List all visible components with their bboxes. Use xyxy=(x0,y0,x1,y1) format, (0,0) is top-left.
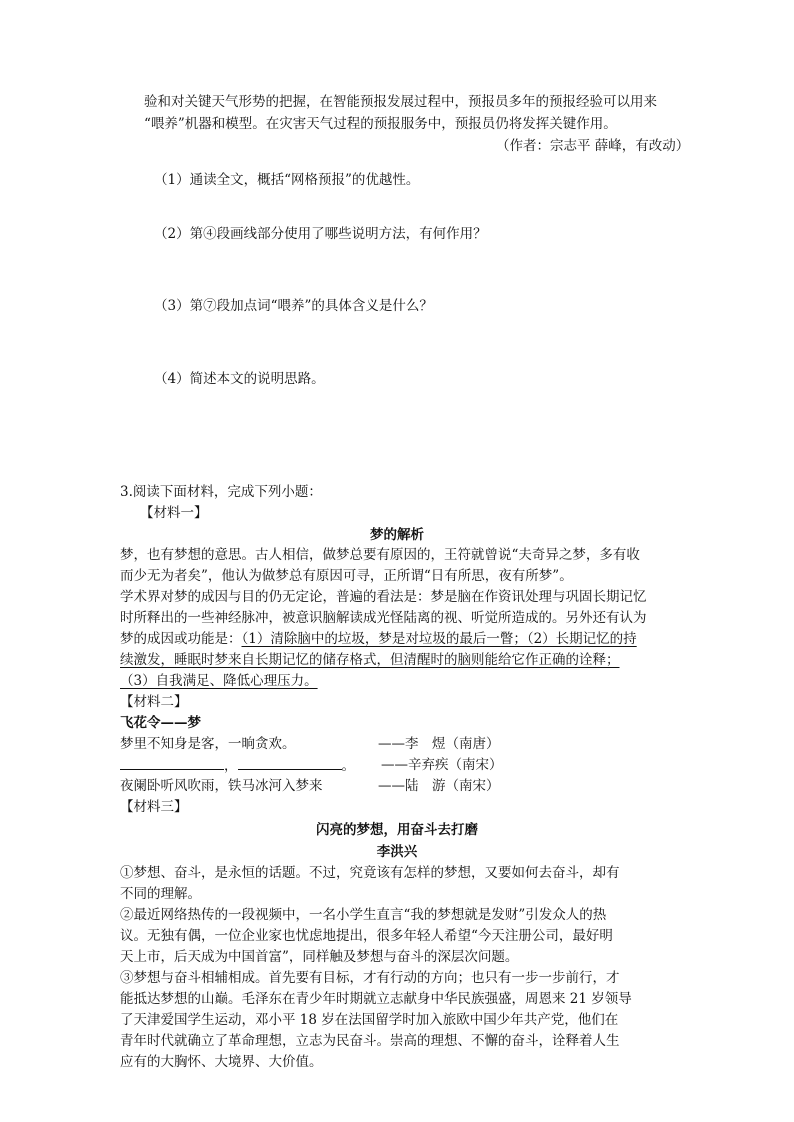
m1-p2-line-3 xyxy=(120,629,637,650)
question-2: （2）第④段画线部分使用了哪些说明方法，有何作用？ xyxy=(154,226,487,242)
m1-p2-line-3-plain: 梦的成因或功能是： xyxy=(120,631,242,647)
poem-sep: ， xyxy=(224,758,238,774)
m1-p2-line-3-underlined: （1）清除脑中的垃圾，梦是对垃圾的最后一瞥；（2）长期记忆的持 xyxy=(241,631,637,647)
m1-p2-line-1: 学术界对梦的成因与目的仍无定论，普遍的看法是：梦是脑在作资讯处理与巩固长期记忆 xyxy=(120,589,647,605)
m1-p2-line-5: （3）自我满足、降低心理压力。 xyxy=(120,673,318,689)
m3-p1-line-1: ①梦想、奋斗，是永恒的话题。不过，究竟该有怎样的梦想，又要如何去奋斗，却有 xyxy=(120,865,620,881)
material-1-label: 【材料一】 xyxy=(140,505,208,521)
material-1-title: 梦的解析 xyxy=(370,527,424,543)
poem-line-2-blanks xyxy=(120,755,355,777)
poem-end: 。 xyxy=(341,758,355,774)
material-2-label: 【材料二】 xyxy=(120,694,188,710)
question-3: （3）第⑦段加点词“喂养”的具体含义是什么？ xyxy=(154,298,433,314)
m3-p2-line-2: 议。无独有偶，一位企业家也忧虑地提出，很多年轻人希望“今天注册公司，最好明 xyxy=(120,928,613,944)
poem-blank-1[interactable] xyxy=(120,755,224,770)
question-4: （4）简述本文的说明思路。 xyxy=(154,371,325,387)
m3-p2-line-1: ②最近网络热传的一段视频中，一名小学生直言“我的梦想就是发财”引发众人的热 xyxy=(120,907,607,923)
question-1: （1）通读全文，概括“网格预报”的优越性。 xyxy=(154,172,420,188)
poem-author-3: ——陆 游（南宋） xyxy=(378,778,500,794)
material-3-title: 闪亮的梦想，用奋斗去打磨 xyxy=(316,822,478,838)
poem-line-3: 夜阑卧听风吹雨，铁马冰河入梦来 xyxy=(120,778,323,794)
material-3-label: 【材料三】 xyxy=(120,799,188,815)
m3-p3-line-3: 了天津爱国学生运动，邓小平 18 岁在法国留学时加入旅欧中国少年共产党，他们在 xyxy=(120,1012,619,1028)
m3-p1-line-2: 不同的理解。 xyxy=(120,886,201,902)
poem-author-2: ——辛弃疾（南宋） xyxy=(381,757,503,773)
poem-blank-2[interactable] xyxy=(238,755,342,770)
article-author: （作者：宗志平 薛峰，有改动） xyxy=(496,138,690,154)
m1-p1-line-1: 梦，也有梦想的意思。古人相信，做梦总要有原因的，王符就曾说“夫奇异之梦，多有收 xyxy=(120,547,640,563)
m3-p3-line-4: 青年时代就确立了革命理想，立志为民奋斗。崇高的理想、不懈的奋斗，诠释着人生 xyxy=(120,1033,620,1049)
intro-line-2: “喂养”机器和模型。在灾害天气过程的预报服务中，预报员仍将发挥关键作用。 xyxy=(144,116,617,132)
m3-p3-line-5: 应有的大胸怀、大境界、大价值。 xyxy=(120,1054,323,1070)
m3-p3-line-1: ③梦想与奋斗相辅相成。首先要有目标，才有行动的方向；也只有一步一步前行，才 xyxy=(120,970,620,986)
m1-p2-line-4: 续激发，睡眠时梦来自长期记忆的储存格式，但清醒时的脑则能给它作正确的诠释； xyxy=(120,652,620,668)
material-2-title: 飞花令——梦 xyxy=(120,715,201,731)
m3-p2-line-3: 天上市，后天成为中国首富”，同样触及梦想与奋斗的深层次问题。 xyxy=(120,949,519,965)
m1-p1-line-2: 而少无为者矣”，他认为做梦总有原因可寻，正所谓“日有所思，夜有所梦”。 xyxy=(120,568,573,584)
m1-p2-line-2: 时所释出的一些神经脉冲，被意识脑解读成光怪陆离的视、听觉所造成的。另外还有认为 xyxy=(120,610,647,626)
m3-p3-line-2: 能抵达梦想的山巅。毛泽东在青少年时期就立志献身中华民族强盛，周恩来 21 岁领导 xyxy=(120,991,632,1007)
intro-line-1: 验和对关键天气形势的把握，在智能预报发展过程中，预报员多年的预报经验可以用来 xyxy=(144,94,657,110)
poem-author-1: ——李 煜（南唐） xyxy=(378,736,500,752)
material-3-author: 李洪兴 xyxy=(376,844,418,860)
poem-line-1: 梦里不知身是客，一晌贪欢。 xyxy=(120,736,296,752)
section3-heading: 3.阅读下面材料，完成下列小题： xyxy=(120,484,322,500)
